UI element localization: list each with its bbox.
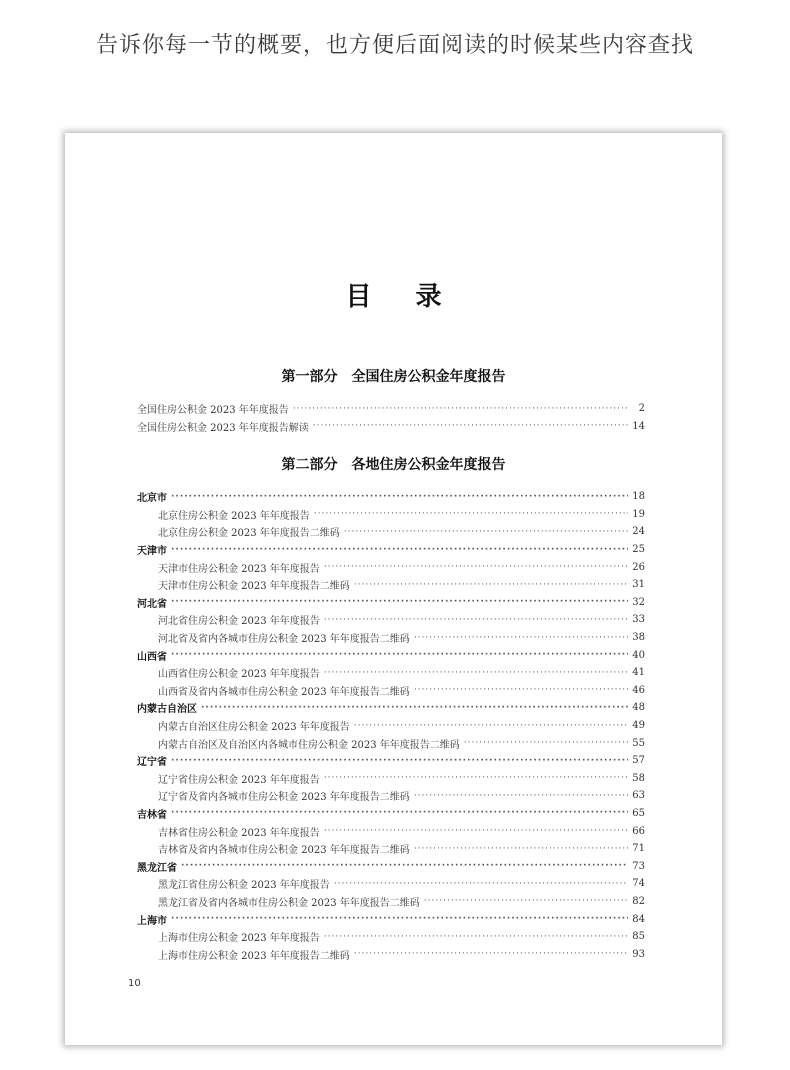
toc-section-entry[interactable]: [137, 594, 645, 612]
part1-heading: [65, 366, 722, 386]
toc-entry[interactable]: [137, 611, 645, 629]
toc-entry[interactable]: [137, 506, 645, 524]
toc-entry-title: 黑龙江省住房公积金 2023 年年度报告: [158, 880, 330, 892]
toc-entry-title: 吉林省及省内各城市住房公积金 2023 年年度报告二维码: [158, 845, 410, 857]
dot-leader: [171, 808, 628, 818]
document-page: [65, 133, 722, 1045]
toc-entry[interactable]: [137, 945, 645, 963]
toc-entry-page: 85: [632, 931, 645, 943]
toc-entry-page: 74: [632, 878, 645, 890]
toc-entry-page: 40: [632, 649, 645, 661]
toc-entry[interactable]: [137, 717, 645, 735]
toc-entry-page: 57: [632, 755, 645, 767]
toc-section-entry[interactable]: [137, 488, 645, 506]
toc-entry-title: 河北省住房公积金 2023 年年度报告: [158, 616, 320, 628]
dot-leader: [171, 492, 628, 502]
toc-entry[interactable]: [137, 840, 645, 858]
dot-leader: [171, 914, 628, 924]
dot-leader: [181, 861, 628, 871]
dot-leader: [354, 580, 628, 590]
toc-entry-page: 84: [632, 913, 645, 925]
toc-entry[interactable]: [137, 664, 645, 682]
toc-section-entry[interactable]: [137, 910, 645, 928]
dot-leader: [324, 773, 628, 783]
part-title: 各地住房公积金年度报告: [351, 457, 506, 473]
toc-entry-page: 63: [632, 790, 645, 802]
toc-entry-title: 北京市: [137, 493, 167, 505]
dot-leader: [424, 896, 628, 906]
toc-entry-page: 38: [632, 632, 645, 644]
toc-entry-title: 吉林省住房公积金 2023 年年度报告: [158, 827, 320, 839]
toc-section-entry[interactable]: [137, 857, 645, 875]
toc-entry-title: 内蒙古自治区: [137, 704, 197, 716]
toc-entry[interactable]: [137, 928, 645, 946]
dot-leader: [324, 615, 628, 625]
toc-title-char: 目: [345, 282, 372, 312]
toc-entry-page: 71: [632, 843, 645, 855]
toc-entry-title: 黑龙江省及省内各城市住房公积金 2023 年年度报告二维码: [158, 897, 420, 909]
toc-entry[interactable]: [137, 770, 645, 788]
part2-entries: [137, 488, 645, 963]
part-label: 第一部分: [281, 369, 338, 385]
toc-entry-page: 58: [632, 772, 645, 784]
dot-leader: [171, 545, 628, 555]
toc-entry-page: 2: [638, 403, 645, 415]
toc-entry[interactable]: [137, 822, 645, 840]
toc-entry-page: 48: [632, 702, 645, 714]
toc-entry-page: 66: [632, 825, 645, 837]
dot-leader: [324, 932, 628, 942]
toc-entry-title: 北京住房公积金 2023 年年度报告: [158, 510, 310, 522]
toc-entry[interactable]: [137, 418, 645, 436]
toc-entry-title: 天津市住房公积金 2023 年年度报告二维码: [158, 581, 350, 593]
toc-entry-page: 26: [632, 561, 645, 573]
toc-entry[interactable]: [137, 558, 645, 576]
dot-leader: [414, 791, 628, 801]
toc-entry[interactable]: [137, 576, 645, 594]
dot-leader: [324, 668, 628, 678]
toc-entry[interactable]: [137, 734, 645, 752]
page-number: 10: [128, 978, 141, 989]
toc-entry-title: 上海市: [137, 915, 167, 927]
toc-title-char: 录: [415, 282, 442, 312]
toc-entry-page: 49: [632, 720, 645, 732]
toc-entry-title: 上海市住房公积金 2023 年年度报告: [158, 933, 320, 945]
toc-entry-page: 65: [632, 807, 645, 819]
toc-section-entry[interactable]: [137, 699, 645, 717]
toc-entry[interactable]: [137, 893, 645, 911]
toc-entry-page: 14: [632, 420, 645, 432]
toc-entry-title: 吉林省: [137, 809, 167, 821]
dot-leader: [414, 685, 628, 695]
toc-entry[interactable]: [137, 523, 645, 541]
toc-entry-title: 上海市住房公积金 2023 年年度报告二维码: [158, 950, 350, 962]
toc-entry-page: 93: [632, 948, 645, 960]
part2-heading: [65, 454, 722, 474]
toc-entry-title: 内蒙古自治区住房公积金 2023 年年度报告: [158, 722, 350, 734]
dot-leader: [464, 738, 628, 748]
toc-section-entry[interactable]: [137, 541, 645, 559]
toc-entry[interactable]: [137, 682, 645, 700]
toc-entry-title: 全国住房公积金 2023 年年度报告: [137, 405, 289, 417]
dot-leader: [414, 844, 628, 854]
toc-section-entry[interactable]: [137, 752, 645, 770]
dot-leader: [324, 826, 628, 836]
toc-entry-page: 31: [632, 579, 645, 591]
toc-entry-page: 19: [632, 508, 645, 520]
dot-leader: [171, 597, 628, 607]
toc-entry-title: 河北省及省内各城市住房公积金 2023 年年度报告二维码: [158, 634, 410, 646]
caption-text: 告诉你每一节的概要，也方便后面阅读的时候某些内容查找: [95, 33, 694, 58]
toc-entry[interactable]: [137, 400, 645, 418]
part-title: 全国住房公积金年度报告: [351, 369, 506, 385]
dot-leader: [314, 509, 628, 519]
dot-leader: [354, 949, 628, 959]
toc-entry-title: 辽宁省: [137, 757, 167, 769]
dot-leader: [324, 562, 628, 572]
toc-entry-title: 天津市住房公积金 2023 年年度报告: [158, 563, 320, 575]
toc-entry[interactable]: [137, 875, 645, 893]
toc-entry-page: 82: [632, 895, 645, 907]
toc-entry-page: 25: [632, 544, 645, 556]
toc-entry-title: 辽宁省住房公积金 2023 年年度报告: [158, 774, 320, 786]
toc-entry-title: 山西省及省内各城市住房公积金 2023 年年度报告二维码: [158, 686, 410, 698]
dot-leader: [414, 633, 628, 643]
dot-leader: [354, 721, 628, 731]
toc-entry-page: 73: [632, 860, 645, 872]
toc-title: [65, 276, 722, 313]
toc-entry-title: 河北省: [137, 598, 167, 610]
toc-entry[interactable]: [137, 629, 645, 647]
part1-entries: [137, 400, 645, 435]
toc-entry-page: 46: [632, 684, 645, 696]
dot-leader: [201, 703, 628, 713]
toc-section-entry[interactable]: [137, 646, 645, 664]
toc-entry-page: 24: [632, 526, 645, 538]
toc-entry-title: 内蒙古自治区及自治区内各城市住房公积金 2023 年年度报告二维码: [158, 739, 460, 751]
dot-leader: [334, 879, 628, 889]
toc-entry[interactable]: [137, 787, 645, 805]
dot-leader: [171, 650, 628, 660]
toc-entry-page: 32: [632, 596, 645, 608]
toc-entry-page: 33: [632, 614, 645, 626]
toc-entry-title: 全国住房公积金 2023 年年度报告解读: [137, 422, 309, 434]
toc-entry-title: 辽宁省及省内各城市住房公积金 2023 年年度报告二维码: [158, 792, 410, 804]
dot-leader: [344, 527, 628, 537]
dot-leader: [313, 421, 628, 431]
toc-entry-title: 天津市: [137, 546, 167, 558]
dot-leader: [293, 404, 629, 414]
toc-entry-page: 18: [632, 491, 645, 503]
toc-entry-title: 北京住房公积金 2023 年年度报告二维码: [158, 528, 340, 540]
toc-entry-title: 山西省: [137, 651, 167, 663]
toc-entry-page: 41: [632, 667, 645, 679]
dot-leader: [171, 756, 628, 766]
toc-entry-title: 黑龙江省: [137, 862, 177, 874]
toc-section-entry[interactable]: [137, 805, 645, 823]
part-label: 第二部分: [281, 457, 338, 473]
toc-entry-title: 山西省住房公积金 2023 年年度报告: [158, 669, 320, 681]
toc-entry-page: 55: [632, 737, 645, 749]
